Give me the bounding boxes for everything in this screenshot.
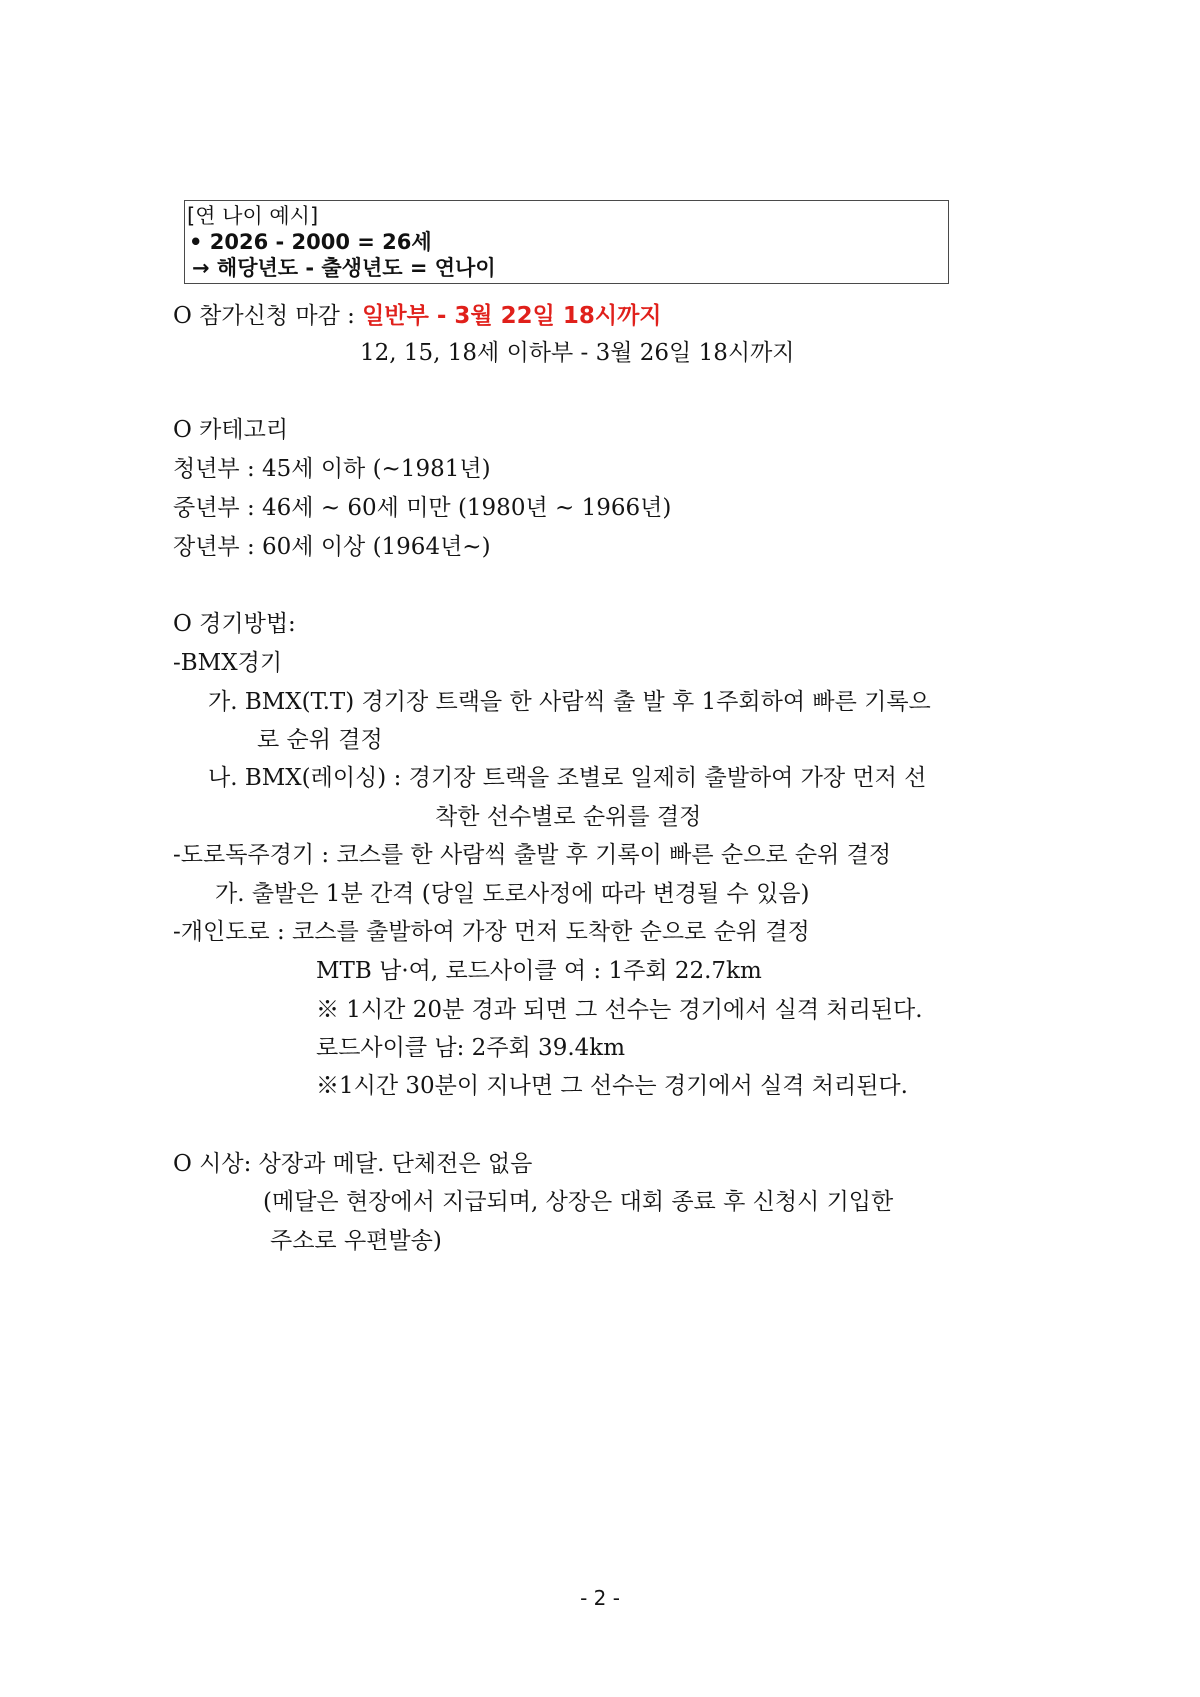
age-example-title: [연 나이 예시]: [187, 204, 319, 228]
method-heading: O 경기방법:: [173, 611, 296, 637]
road-race-men-distance: 로드사이클 남: 2주회 39.4km: [316, 1035, 626, 1061]
bmx-title: -BMX경기: [173, 650, 283, 676]
age-example-box: [184, 200, 949, 284]
deadline-line: [173, 302, 662, 330]
time-trial-title: -도로독주경기 : 코스를 한 사람씩 출발 후 기록이 빠른 순으로 순위 결정: [173, 842, 892, 868]
deadline-youth: 12, 15, 18세 이하부 - 3월 26일 18시까지: [360, 340, 795, 366]
award-note-line1: (메달은 현장에서 지급되며, 상장은 대회 종료 후 신청시 기입한: [263, 1189, 894, 1215]
road-race-title: -개인도로 : 코스를 출발하여 가장 먼저 도착한 순으로 순위 결정: [173, 919, 810, 945]
bmx-racing-line2: 착한 선수별로 순위를 결정: [435, 804, 702, 830]
category-heading: O 카테고리: [173, 417, 289, 443]
award-heading: O 시상: 상장과 메달. 단체전은 없음: [173, 1151, 533, 1177]
road-race-note-1: ※ 1시간 20분 경과 되면 그 선수는 경기에서 실격 처리된다.: [316, 997, 923, 1023]
deadline-label: O 참가신청 마감 :: [173, 303, 363, 329]
category-item-youth: 청년부 : 45세 이하 (~1981년): [173, 456, 491, 482]
award-note-line2: 주소로 우편발송): [270, 1228, 442, 1254]
road-race-mtb-distance: MTB 남·여, 로드사이클 여 : 1주회 22.7km: [316, 958, 762, 984]
bmx-tt-line2: 로 순위 결정: [257, 727, 383, 753]
age-example-rule: → 해당년도 - 출생년도 = 연나이: [192, 256, 496, 280]
road-race-note-2: ※1시간 30분이 지나면 그 선수는 경기에서 실격 처리된다.: [316, 1073, 908, 1099]
page-number: - 2 -: [580, 1586, 620, 1610]
bmx-racing-line1: 나. BMX(레이싱) : 경기장 트랙을 조별로 일제히 출발하여 가장 먼저 선: [208, 765, 927, 791]
deadline-general: 일반부 - 3월 22일 18시까지: [362, 303, 662, 329]
time-trial-start-interval: 가. 출발은 1분 간격 (당일 도로사정에 따라 변경될 수 있음): [215, 881, 810, 907]
category-item-senior: 장년부 : 60세 이상 (1964년~): [173, 534, 491, 560]
category-item-middle: 중년부 : 46세 ~ 60세 미만 (1980년 ~ 1966년): [173, 495, 672, 521]
age-example-formula: • 2026 - 2000 = 26세: [189, 230, 432, 254]
bmx-tt-line1: 가. BMX(T.T) 경기장 트랙을 한 사람씩 출 발 후 1주회하여 빠른 기록으: [208, 689, 931, 715]
